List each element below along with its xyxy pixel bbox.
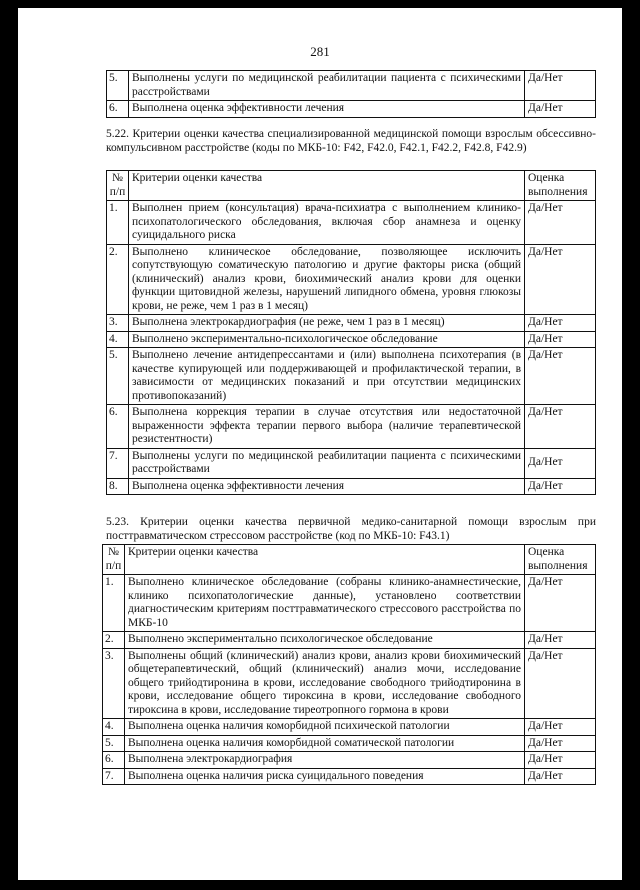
table-row [103, 768, 596, 785]
answer-cell: Да/Нет [525, 315, 596, 332]
table-row [107, 331, 596, 348]
header-answer: Оценка выполнения [525, 171, 596, 201]
answer-cell: Да/Нет [525, 448, 596, 478]
criterion-text: Выполнены услуги по медицинской реабилитации пациента с психическими расстройствами [129, 71, 525, 101]
answer-cell: Да/Нет [525, 201, 596, 245]
criterion-text: Выполнена электрокардиография (не реже, чем 1 раз в 1 месяц) [129, 315, 525, 332]
header-num: № п/п [107, 171, 129, 201]
criterion-text: Выполнено клиническое обследование (собраны клинико-анамнестические, клинико психопатологические данные), установлено соответствии диагностическим критериям посттравматического стрессового расстройства по МКБ-10 [125, 575, 525, 632]
row-number: 2. [103, 632, 125, 649]
row-number: 5. [107, 348, 129, 405]
document-page [18, 8, 622, 880]
criterion-text: Выполнено клиническое обследование, позволяющее исключить сопутствующую соматическую патологию и другие факторы риска (общий (клинический) анализ крови, биохимический анализ крови для оценки функции щитовидной железы, нарушений липидного обмена, уровня глюкозы крови, не реже, чем 1 раз в 1 месяц) [129, 244, 525, 315]
table-row [103, 735, 596, 752]
criterion-text: Выполнена оценка эффективности лечения [129, 478, 525, 495]
criterion-text: Выполнена оценка наличия коморбидной соматической патологии [125, 735, 525, 752]
row-number: 3. [103, 648, 125, 719]
row-number: 4. [107, 331, 129, 348]
criterion-text: Выполнена оценка наличия коморбидной психической патологии [125, 719, 525, 736]
section-heading-523: 5.23. Критерии оценки качества первичной медико-санитарной помощи взрослым при посттравматическом стрессовом расстройстве (код по МКБ-10: F43.1) [106, 516, 596, 542]
answer-cell: Да/Нет [525, 648, 596, 719]
criterion-text: Выполнено экспериментально психологическое обследование [125, 632, 525, 649]
row-number: 5. [107, 71, 129, 101]
row-number: 5. [103, 735, 125, 752]
answer-cell: Да/Нет [525, 71, 596, 101]
table-section-523 [102, 544, 596, 785]
criterion-text: Выполнены общий (клинический) анализ крови, анализ крови биохимический общетерапевтический, общий (клинический) анализ мочи, исследование общего трийодтиронина в крови, исследование свободного трийодтиронина в крови, исследование общего тироксина в крови, исследование свободного тироксина в крови, исследование тиреотропного гормона в крови [125, 648, 525, 719]
answer-cell: Да/Нет [525, 331, 596, 348]
table-row [103, 632, 596, 649]
answer-cell: Да/Нет [525, 575, 596, 632]
row-number: 6. [107, 101, 129, 118]
answer-cell: Да/Нет [525, 101, 596, 118]
table-row [107, 448, 596, 478]
table-row [103, 752, 596, 769]
criterion-text: Выполнено лечение антидепрессантами и (или) выполнена психотерапия (в качестве купирующей или поддерживающей и профилактической терапии, в зависимости от медицинских показаний и при отсутствии медицинских противопоказаний) [129, 348, 525, 405]
criterion-text: Выполнена оценка эффективности лечения [129, 101, 525, 118]
table-row [107, 315, 596, 332]
table-row [107, 348, 596, 405]
table-row [107, 101, 596, 118]
header-criteria: Критерии оценки качества [125, 545, 525, 575]
page-number: 281 [310, 44, 330, 59]
header-answer: Оценка выполнения [525, 545, 596, 575]
table-row [107, 71, 596, 101]
header-criteria: Критерии оценки качества [129, 171, 525, 201]
row-number: 3. [107, 315, 129, 332]
answer-cell: Да/Нет [525, 735, 596, 752]
row-number: 6. [107, 405, 129, 449]
answer-cell: Да/Нет [525, 348, 596, 405]
section-heading-522: 5.22. Критерии оценки качества специализированной медицинской помощи взрослым обсессивно-компульсивном расстройстве (коды по МКБ-10: F42, F42.0, F42.1, F42.2, F42.8, F42.9) [106, 128, 596, 154]
criterion-text: Выполнена коррекция терапии в случае отсутствия или недостаточной выраженности эффекта терапии первого выбора (наличие терапевтической резистентности) [129, 405, 525, 449]
criterion-text: Выполнены услуги по медицинской реабилитации пациента с психическими расстройствами [129, 448, 525, 478]
row-number: 7. [103, 768, 125, 785]
row-number: 2. [107, 244, 129, 315]
criterion-text: Выполнен прием (консультация) врача-психиатра с выполнением клинико-психопатологического обследования, включая сбор анамнеза и оценку суицидального риска [129, 201, 525, 245]
answer-cell: Да/Нет [525, 244, 596, 315]
criterion-text: Выполнено экспериментально-психологическое обследование [129, 331, 525, 348]
row-number: 7. [107, 448, 129, 478]
table-header-row [107, 171, 596, 201]
table-row [107, 201, 596, 245]
answer-cell: Да/Нет [525, 478, 596, 495]
row-number: 1. [103, 575, 125, 632]
answer-cell: Да/Нет [525, 405, 596, 449]
table-row [107, 478, 596, 495]
answer-cell: Да/Нет [525, 752, 596, 769]
answer-cell: Да/Нет [525, 632, 596, 649]
row-number: 1. [107, 201, 129, 245]
table-row [103, 648, 596, 719]
table-row [103, 719, 596, 736]
table-row [107, 244, 596, 315]
table-section-522 [106, 170, 596, 495]
table-row [107, 405, 596, 449]
header-num: № п/п [103, 545, 125, 575]
answer-cell: Да/Нет [525, 719, 596, 736]
row-number: 8. [107, 478, 129, 495]
criterion-text: Выполнена оценка наличия риска суицидального поведения [125, 768, 525, 785]
row-number: 6. [103, 752, 125, 769]
table-top [106, 70, 596, 118]
answer-cell: Да/Нет [525, 768, 596, 785]
table-row [103, 575, 596, 632]
row-number: 4. [103, 719, 125, 736]
table-header-row [103, 545, 596, 575]
criterion-text: Выполнена электрокардиография [125, 752, 525, 769]
